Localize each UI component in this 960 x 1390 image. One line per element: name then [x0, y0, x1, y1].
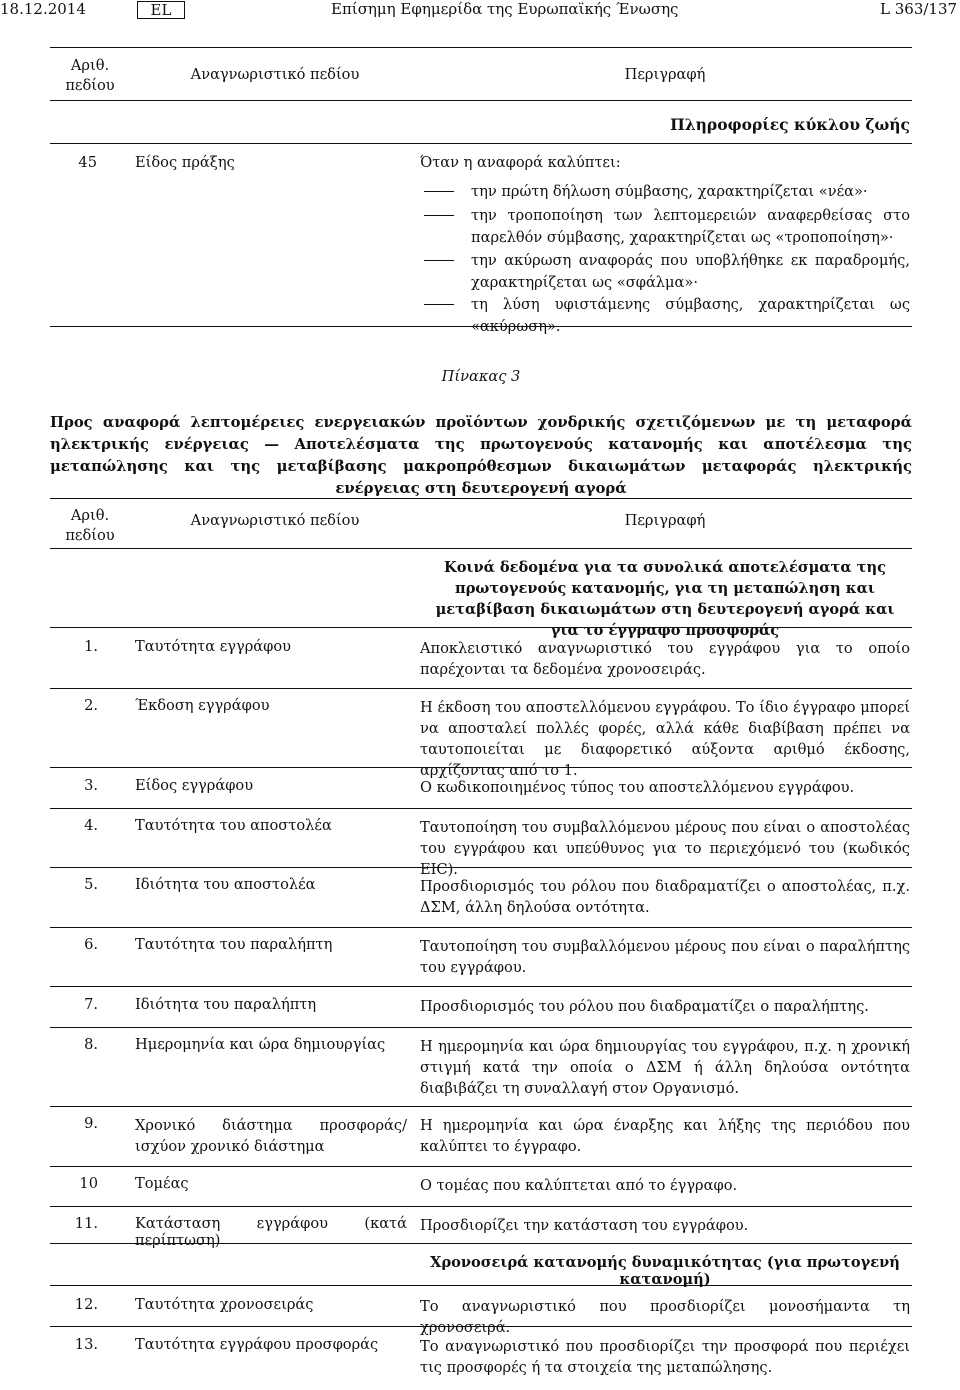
row-rule [50, 1027, 912, 1028]
section-title-common-data: Κοινά δεδομένα για τα συνολικά αποτελέσματα της πρωτογενούς κατανομής, για τη μεταπώληση και μεταβίβαση δικαιωμάτων στη δευτερογενή αγορά και για το έγγραφο προσφοράς [435, 559, 895, 639]
field-description: Το αναγνωριστικό που προσδιορίζει την προσφορά που περιέχει τις προσφορές ή τα στοιχεία της μεταπώλησης. [420, 1338, 910, 1376]
section-title-lifecycle: Πληροφορίες κύκλου ζωής [670, 115, 910, 134]
field-description: Ο κωδικοποιημένος τύπος του αποστελλόμενου εγγράφου. [420, 779, 855, 796]
field-identifier: Είδος εγγράφου [135, 777, 254, 794]
list-item: τη λύση υφιστάμενης σύμβασης, χαρακτηρίζεται ως «ακύρωση». [424, 294, 910, 338]
row-rule [50, 986, 912, 987]
table3-header-rule [50, 548, 912, 549]
dash-bullet [424, 260, 454, 261]
row-rule [50, 1326, 912, 1327]
row-rule [50, 767, 912, 768]
col-header-description: Περιγραφή [624, 512, 706, 529]
field-identifier: Ταυτότητα χρονοσειράς [135, 1296, 314, 1313]
section-rule [50, 143, 912, 144]
field-identifier: Τομέας [135, 1175, 189, 1192]
field-description: Η ημερομηνία και ώρα έναρξης και λήξης της περιόδου που καλύπτει το έγγραφο. [420, 1117, 910, 1155]
row-number: 3. [84, 777, 98, 794]
field-description: Αποκλειστικό αναγνωριστικό του εγγράφου για το οποίο παρέχονται τα δεδομένα χρονοσειράς. [420, 640, 910, 678]
dash-bullet [424, 215, 454, 216]
table-bottom-rule [50, 326, 912, 327]
row-number: 5. [84, 876, 98, 893]
dash-bullet [424, 191, 454, 192]
table-header-rule [50, 100, 912, 101]
row-rule [50, 1243, 912, 1244]
row-rule [50, 808, 912, 809]
field-description: Προσδιορίζει την κατάσταση του εγγράφου. [420, 1217, 749, 1234]
page-reference: L 363/137 [880, 0, 958, 18]
field-identifier: Ιδιότητα του αποστολέα [135, 876, 316, 893]
field-identifier: Χρονικό διάστημα προσφοράς/ισχύον χρονικό διάστημα [135, 1117, 407, 1155]
field-identifier: Ημερομηνία και ώρα δημιουργίας [135, 1036, 386, 1053]
row-rule [50, 867, 912, 868]
language-badge: EL [137, 1, 185, 19]
table3-top-rule [50, 498, 912, 499]
list-item: την πρώτη δήλωση σύμβασης, χαρακτηρίζεται «νέα»· [424, 181, 910, 203]
field-description: Προσδιορισμός του ρόλου που διαδραματίζει ο παραλήπτης. [420, 998, 869, 1015]
table-top-rule [50, 47, 912, 48]
row-number: 45 [78, 154, 97, 171]
row-rule [50, 1206, 912, 1207]
field-description: Ταυτοποίηση του συμβαλλόμενου μέρους που είναι ο παραλήπτης του εγγράφου. [420, 938, 910, 976]
row-number: 6. [84, 936, 98, 953]
field-identifier: Είδος πράξης [135, 154, 235, 171]
field-description: Προσδιορισμός του ρόλου που διαδραματίζει ο αποστολέας, π.χ. ΔΣΜ, άλλη δηλούσα οντότητα. [420, 878, 910, 916]
dash-bullet [424, 304, 454, 305]
section-title-timeseries: Χρονοσειρά κατανομής δυναμικότητας (για πρωτογενή κατανομή) [430, 1254, 900, 1288]
field-identifier: Ιδιότητα του παραλήπτη [135, 996, 317, 1013]
row-number: 13. [74, 1336, 98, 1353]
field-description: Το αναγνωριστικό που προσδιορίζει μονοσήμαντα τη χρονοσειρά. [420, 1298, 910, 1336]
col-header-identifier: Αναγνωριστικό πεδίου [190, 512, 360, 529]
col-header-identifier: Αναγνωριστικό πεδίου [190, 66, 360, 83]
row-number: 1. [84, 638, 98, 655]
page-header [0, 0, 960, 22]
list-item: την ακύρωση αναφοράς που υποβλήθηκε εκ παραδρομής, χαρακτηρίζεται ως «σφάλμα»· [424, 250, 910, 294]
row-number: 9. [84, 1115, 98, 1132]
row-number: 2. [84, 697, 98, 714]
field-identifier: Ταυτότητα εγγράφου προσφοράς [135, 1336, 379, 1353]
field-identifier: Ταυτότητα του παραλήπτη [135, 936, 333, 953]
field-description: Ο τομέας που καλύπτεται από το έγγραφο. [420, 1177, 738, 1194]
field-description-intro: Όταν η αναφορά καλύπτει: [420, 154, 621, 171]
row-number: 7. [84, 996, 98, 1013]
field-description: Ταυτοποίηση του συμβαλλόμενου μέρους που είναι ο αποστολέας του εγγράφου και υπεύθυνος για το περιεχόμενό του (κωδικός EIC). [420, 819, 910, 878]
field-description: Η ημερομηνία και ώρα δημιουργίας του εγγράφου, π.χ. η χρονική στιγμή κατά την οποία ο ΔΣΜ ή άλλη δηλούσα οντότητα διαβιβάζει τη συναλλαγή στον Οργανισμό. [420, 1038, 910, 1097]
field-identifier: Κατάσταση εγγράφου (κατά περίπτωση) [135, 1215, 407, 1249]
field-identifier: Έκδοση εγγράφου [135, 697, 270, 714]
list-item: την τροποποίηση των λεπτομερειών αναφερθείσας στο παρελθόν σύμβασης, χαρακτηρίζεται ως «τροποποίηση»· [424, 205, 910, 249]
row-rule [50, 688, 912, 689]
section-rule [50, 1285, 912, 1286]
row-number: 10 [79, 1175, 98, 1192]
section-rule [50, 627, 912, 628]
col-header-description: Περιγραφή [624, 66, 706, 83]
row-number: 4. [84, 817, 98, 834]
field-description: Η έκδοση του αποστελλόμενου εγγράφου. Το ίδιο έγγραφο μπορεί να αποσταλεί πολλές φορές, αλλά κάθε διαβίβαση πρέπει να ταυτοποιείται με διαφορετικό αύξοντα αριθμό έκδοσης, αρχίζοντας από το 1. [420, 699, 910, 779]
table-label: Πίνακας 3 [441, 368, 521, 385]
row-rule [50, 1166, 912, 1167]
col-header-number: Αριθ. πεδίου [65, 57, 115, 94]
row-number: 12. [74, 1296, 98, 1313]
row-number: 11. [74, 1215, 98, 1232]
row-rule [50, 927, 912, 928]
col-header-number: Αριθ. πεδίου [65, 507, 115, 544]
header-date: 18.12.2014 [0, 0, 86, 18]
table-title: Προς αναφορά λεπτομέρειες ενεργειακών προϊόντων χονδρικής σχετιζόμενων με τη μεταφορά ηλεκτρικής ενέργειας — Αποτελέσματα της πρωτογενούς κατανομής και αποτέλεσμα της μεταπώλησης και της μεταβίβασης μακροπρόθεσμων δικαιωμάτων μεταφοράς ηλεκτρικής ενέργειας στη δευτερογενή αγορά [50, 414, 912, 497]
journal-title: Επίσημη Εφημερίδα της Ευρωπαϊκής Ένωσης [331, 0, 679, 18]
row-rule [50, 1106, 912, 1107]
row-number: 8. [84, 1036, 98, 1053]
field-identifier: Ταυτότητα εγγράφου [135, 638, 292, 655]
field-identifier: Ταυτότητα του αποστολέα [135, 817, 332, 834]
